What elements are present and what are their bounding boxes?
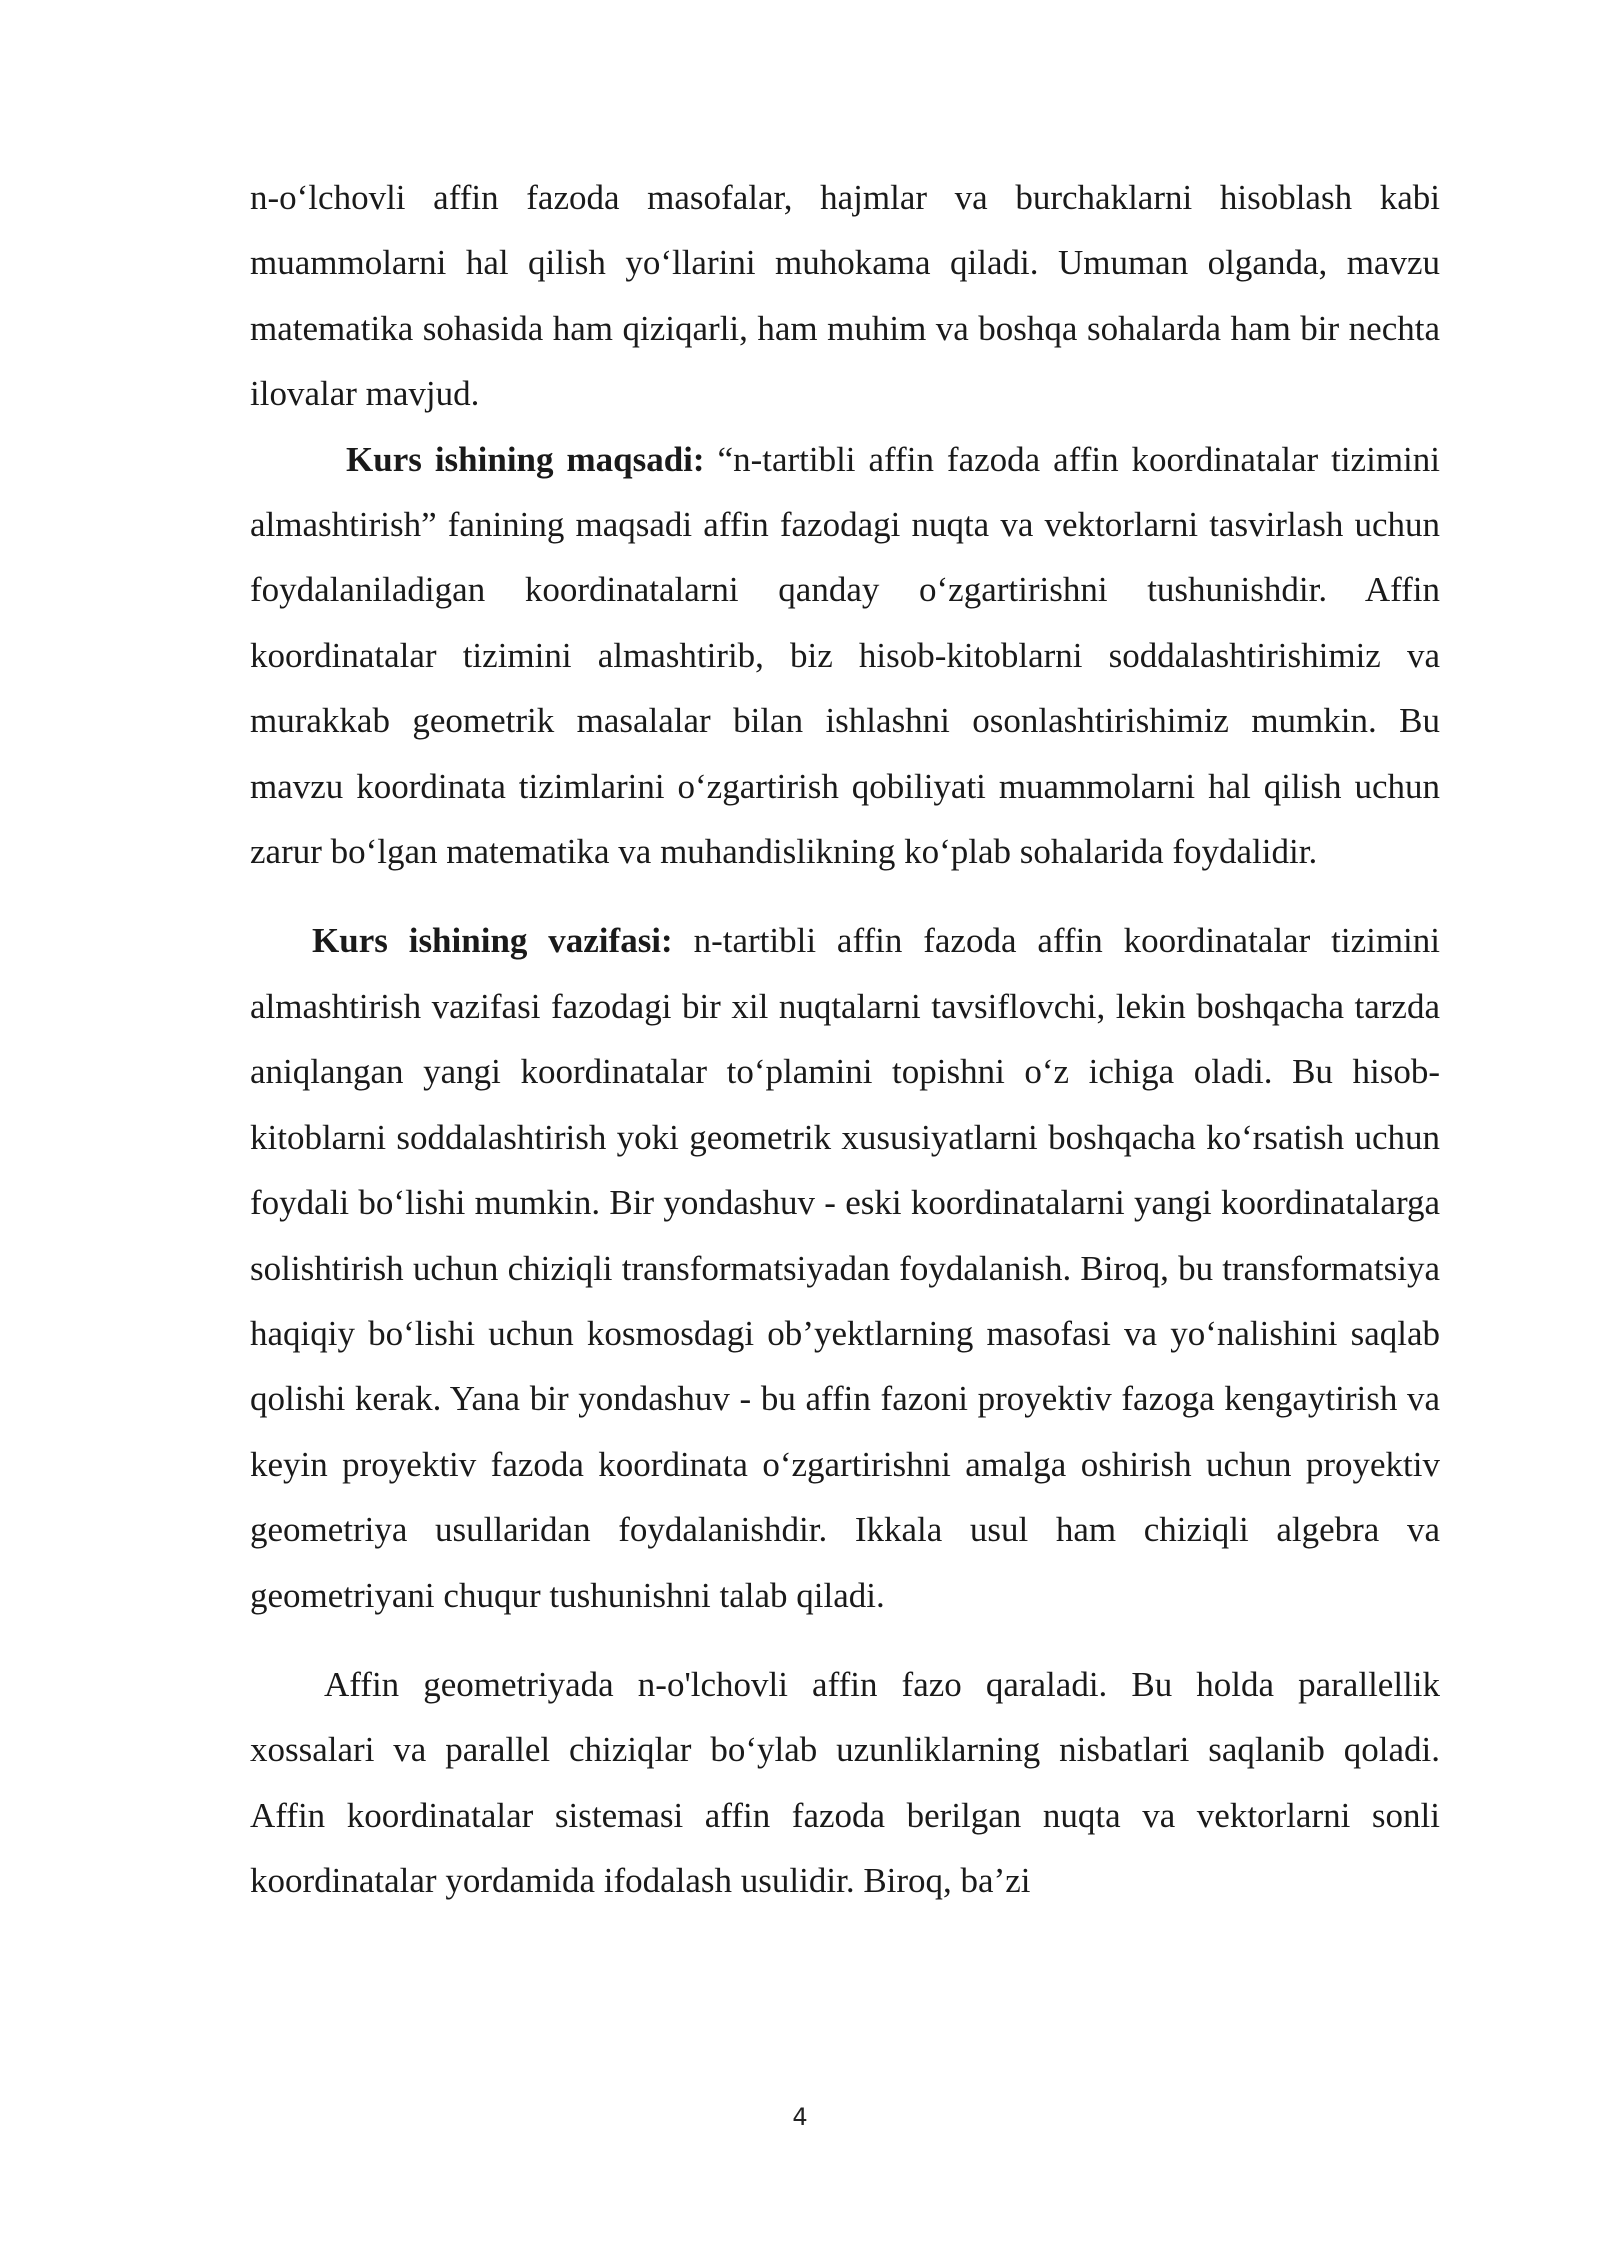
paragraph-intro [250, 165, 1440, 427]
document-body [250, 165, 1440, 1914]
paragraph-goal [250, 427, 1440, 885]
task-text: n-tartibli affin fazoda affin koordinatalar tizimini almashtirish vazifasi fazodagi bir xil nuqtalarni tavsiflovchi, lekin boshqacha tarzda aniqlangan yangi koordinatalar to‘plamini topishni o‘z ichiga oladi. Bu hisob-kitoblarni soddalashtirish yoki geometrik xususiyatlarni boshqacha ko‘rsatish uchun foydali bo‘lishi mumkin. Bir yondashuv - eski koordinatalarni yangi koordinatalarga solishtirish uchun chiziqli transformatsiyadan foydalanish. Biroq, bu transformatsiya haqiqiy bo‘lishi uchun kosmosdagi ob’yektlarning masofasi va yo‘nalishini saqlab qolishi kerak. Yana bir yondashuv - bu affin fazoni proyektiv fazoga kengaytirish va keyin proyektiv fazoda koordinata o‘zgartirishni amalga oshirish uchun proyektiv geometriya usullaridan foydalanishdir. Ikkala usul ham chiziqli algebra va geometriyani chuqur tushunishni talab qiladi. [250, 921, 1440, 1615]
task-heading: Kurs ishining vazifasi: [312, 921, 673, 961]
goal-heading: Kurs ishining maqsadi: [346, 439, 705, 479]
paragraph-affine-geometry [250, 1652, 1440, 1914]
affine-geometry-text: Affin geometriyada n-o'lchovli affin fazo qaraladi. Bu holda parallellik xossalari va parallel chiziqlar bo‘ylab uzunliklarning nisbatlari saqlanib qoladi. Affin koordinatalar sistemasi affin fazoda berilgan nuqta va vektorlarni sonli koordinatalar yordamida ifodalash usulidir. Biroq, ba’zi [250, 1664, 1440, 1901]
paragraph-task [250, 908, 1440, 1627]
goal-text: “n-tartibli affin fazoda affin koordinatalar tizimini almashtirish” fanining maqsadi affin fazodagi nuqta va vektorlarni tasvirlash uchun foydalaniladigan koordinatalarni qanday o‘zgartirishni tushunishdir. Affin koordinatalar tizimini almashtirib, biz hisob-kitoblarni soddalashtirishimiz va murakkab geometrik masalalar bilan ishlashni osonlashtirishimiz mumkin. Bu mavzu koordinata tizimlarini o‘zgartirish qobiliyati muammolarni hal qilish uchun zarur bo‘lgan matematika va muhandislikning ko‘plab sohalarida foydalidir. [250, 439, 1440, 872]
paragraph-intro-text: n-o‘lchovli affin fazoda masofalar, hajmlar va burchaklarni hisoblash kabi muammolarni hal qilish yo‘llarini muhokama qiladi. Umuman olganda, mavzu matematika sohasida ham qiziqarli, ham muhim va boshqa sohalarda ham bir nechta ilovalar mavjud. [250, 178, 1440, 414]
page-number: 4 [792, 2103, 808, 2131]
